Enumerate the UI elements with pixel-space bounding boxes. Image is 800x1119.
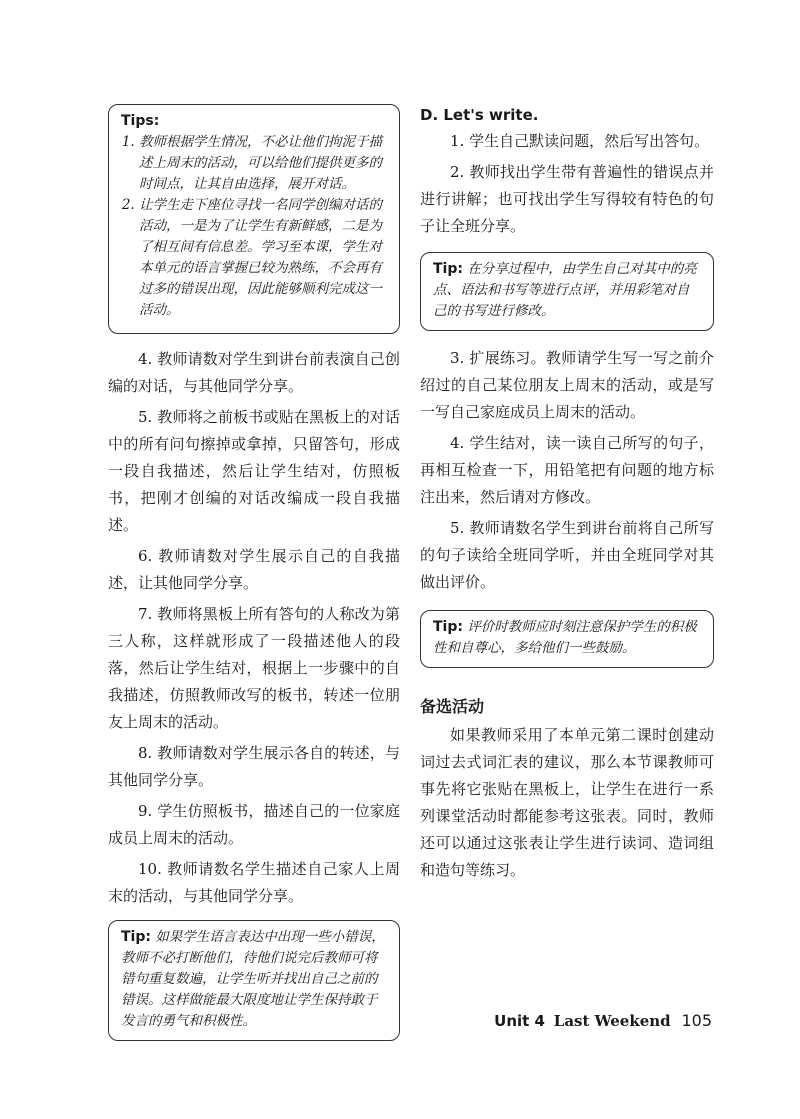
tips-item-2: 2. 让学生走下座位寻找一名同学创编对话的活动，一是为了让学生有新鲜感，二是为了相互间有信息差。学习至本课，学生对本单元的语言掌握已较为熟练，不会再有过多的错误出现，因此能够顺利完成这一活动。 (139, 195, 387, 321)
tips-item-1: 1. 教师根据学生情况，不必让他们拘泥于描述上周末的活动，可以给他们提供更多的时间点，让其自由选择，展开对话。 (139, 132, 387, 195)
step-9: 9. 学生仿照板书，描述自己的一位家庭成员上周末的活动。 (108, 802, 400, 847)
tip-label: Tip: (433, 261, 463, 277)
page-number: 105 (681, 1011, 712, 1030)
tip-box-evaluate (420, 610, 714, 668)
tip-text: 在分享过程中，由学生自己对其中的亮点、语法和书写等进行点评，并用彩笔对自己的书写进行修改。 (433, 261, 697, 319)
tip-text: 评价时教师应时刻注意保护学生的积极性和自尊心，多给他们一些鼓励。 (433, 619, 697, 656)
left-column (108, 104, 400, 1041)
tip-label: Tip: (121, 929, 151, 945)
write-step-1: 1. 学生自己默读问题，然后写出答句。 (450, 132, 710, 150)
write-step-3: 3. 扩展练习。教师请学生写一写之前介绍过的自己某位朋友上周末的活动，或是写一写自己家庭成员上周末的活动。 (420, 349, 714, 421)
write-step-2: 2. 教师找出学生带有普遍性的错误点并进行讲解；也可找出学生写得较有特色的句子让全班分享。 (420, 163, 714, 235)
step-10: 10. 教师请数名学生描述自己家人上周末的活动，与其他同学分享。 (108, 860, 400, 905)
tip-text: 如果学生语言表达中出现一些小错误，教师不必打断他们，待他们说完后教师可将错句重复数遍，让学生听并找出自己之前的错误。这样做能最大限度地让学生保持敢于发言的勇气和积极性。 (121, 929, 385, 1029)
left-paragraphs (108, 346, 400, 910)
alt-activity-heading: 备选活动 (420, 697, 485, 716)
step-4: 4. 教师请数对学生到讲台前表演自己创编的对话，与其他同学分享。 (108, 350, 400, 395)
step-6: 6. 教师请数对学生展示自己的自我描述，让其他同学分享。 (108, 547, 400, 592)
write-step-5: 5. 教师请数名学生到讲台前将自己所写的句子读给全班同学听，并由全班同学对其做出评价。 (420, 519, 714, 591)
step-5: 5. 教师将之前板书或贴在黑板上的对话中的所有问句擦掉或拿掉，只留答句，形成一段自我描述，然后让学生结对，仿照板书，把刚才创编的对话改编成一段自我描述。 (108, 408, 400, 534)
tips-label: Tips: (121, 113, 160, 129)
alt-activity-paragraph: 如果教师采用了本单元第二课时创建动词过去式词汇表的建议，那么本节课教师可事先将它张贴在黑板上，让学生在进行一系列课堂活动时都能参考这张表。同时，教师还可以通过这张表让学生进行读词、造词组和造句等练习。 (420, 726, 714, 879)
tip-box-share (420, 252, 714, 331)
section-heading: D. Let's write. (420, 106, 539, 124)
tip-box-bottom (108, 920, 400, 1041)
footer-title: Last Weekend (553, 1012, 671, 1030)
step-8: 8. 教师请数对学生展示各自的转述，与其他同学分享。 (108, 744, 400, 789)
step-7: 7. 教师将黑板上所有答句的人称改为第三人称，这样就形成了一段描述他人的段落，然后让学生结对，根据上一步骤中的自我描述，仿照教师改写的板书，转述一位朋友上周末的活动。 (108, 605, 400, 731)
right-column (420, 104, 714, 884)
tips-box (108, 104, 400, 334)
page-footer (494, 1011, 712, 1030)
footer-unit: Unit 4 (494, 1012, 545, 1030)
tip-label: Tip: (433, 619, 463, 635)
tips-list (121, 132, 387, 321)
write-step-4: 4. 学生结对，读一读自己所写的句子，再相互检查一下，用铅笔把有问题的地方标注出来，然后请对方修改。 (420, 434, 714, 506)
